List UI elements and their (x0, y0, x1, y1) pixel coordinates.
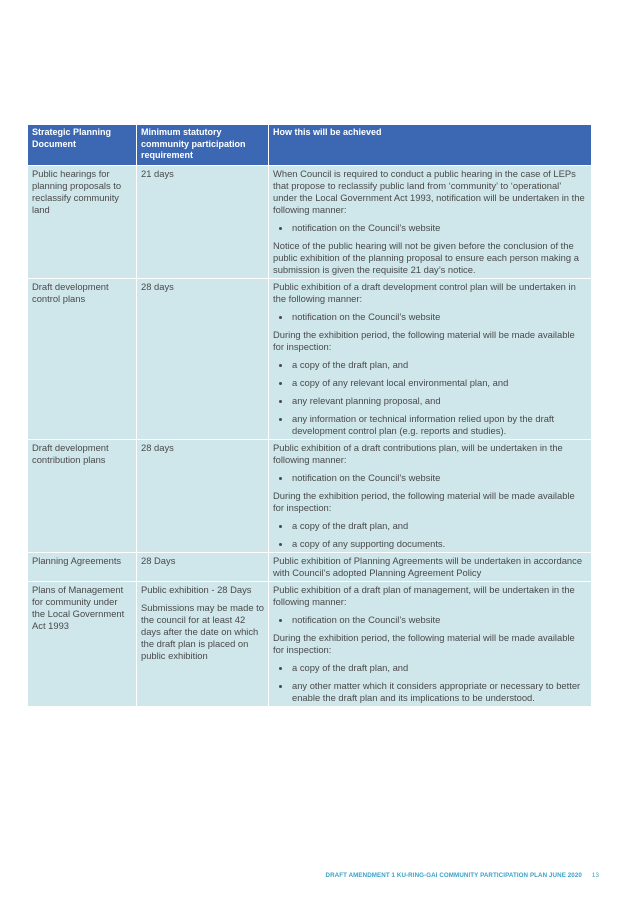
list-item: • a copy of the draft plan, and (291, 520, 587, 532)
document-cell: Draft development contribution plans (28, 439, 137, 552)
how-achieved-cell (269, 439, 592, 552)
paragraph: Public exhibition of Planning Agreements will be undertaken in accordance with Council’s adopted Planning Agreement Policy (273, 554, 583, 578)
table-header-row (28, 125, 592, 166)
page-number: 13 (591, 872, 599, 879)
table-row (28, 552, 592, 581)
header-requirement: Minimum statutory community participation requirement (137, 125, 269, 166)
paragraph: Public exhibition of a draft plan of management, will be undertaken in the following manner: (273, 583, 575, 607)
how-achieved-cell (269, 278, 592, 439)
paragraph: Public exhibition of a draft development control plan will be undertaken in the following manner: (273, 280, 576, 304)
bullet-list (273, 520, 587, 550)
bullet-list (273, 472, 587, 484)
bullet-list (273, 359, 587, 437)
requirement-text: 21 days (141, 167, 174, 179)
paragraph: During the exhibition period, the following material will be made available for inspection: (273, 328, 575, 352)
document-cell: Draft development control plans (28, 278, 137, 439)
bullet-list (273, 222, 587, 234)
list-item: • a copy of any relevant local environmental plan, and (291, 377, 587, 389)
requirement-cell (137, 552, 269, 581)
participation-table (27, 124, 592, 707)
requirement-text: Public exhibition - 28 Days (141, 583, 252, 595)
list-item: • notification on the Council’s website (291, 311, 587, 323)
requirement-text: 28 days (141, 280, 174, 292)
list-item: • notification on the Council’s website (291, 472, 587, 484)
page-footer (326, 872, 599, 879)
list-item: • any other matter which it considers appropriate or necessary to better enable the draft plan and its implications to be understood. (291, 680, 587, 704)
paragraph: Public exhibition of a draft contributions plan, will be undertaken in the following manner: (273, 441, 563, 465)
paragraph: During the exhibition period, the following material will be made available for inspection: (273, 489, 575, 513)
header-how-achieved: How this will be achieved (269, 125, 592, 166)
paragraph: During the exhibition period, the following material will be made available for inspection: (273, 631, 575, 655)
table-row (28, 165, 592, 278)
list-item: • a copy of any supporting documents. (291, 538, 587, 550)
list-item: • a copy of the draft plan, and (291, 359, 587, 371)
table-row (28, 278, 592, 439)
how-achieved-cell (269, 552, 592, 581)
requirement-cell (137, 278, 269, 439)
requirement-cell (137, 439, 269, 552)
bullet-list (273, 662, 587, 704)
how-achieved-cell (269, 581, 592, 706)
table-body (28, 165, 592, 706)
list-item: • notification on the Council’s website (291, 614, 587, 626)
footer-title: DRAFT AMENDMENT 1 KU-RING-GAI COMMUNITY PARTICIPATION PLAN JUNE 2020 (325, 872, 582, 879)
bullet-list (273, 311, 587, 323)
paragraph: When Council is required to conduct a public hearing in the case of LEPs that propose to reclassify public land from ‘community’ to ‘operational’ under the Local Government Act 1993, notification will be undertaken in the following manner: (273, 167, 585, 215)
document-cell: Public hearings for planning proposals to reclassify community land (28, 165, 137, 278)
document-cell: Plans of Management for community under the Local Government Act 1993 (28, 581, 137, 706)
list-item: • a copy of the draft plan, and (291, 662, 587, 674)
requirement-cell (137, 581, 269, 706)
requirement-text: Submissions may be made to the council for at least 42 days after the date on which the draft plan is placed on public exhibition (141, 601, 264, 661)
requirement-text: 28 days (141, 441, 174, 453)
paragraph: Notice of the public hearing will not be given before the conclusion of the public exhibition of the planning proposal to ensure each person making a submission is given the requisite 21 day’s notice. (273, 239, 579, 275)
list-item: • notification on the Council’s website (291, 222, 587, 234)
how-achieved-cell (269, 165, 592, 278)
list-item: • any relevant planning proposal, and (291, 395, 587, 407)
table-row (28, 439, 592, 552)
header-document: Strategic Planning Document (28, 125, 137, 166)
document-cell: Planning Agreements (28, 552, 137, 581)
requirement-cell (137, 165, 269, 278)
requirement-text: 28 Days (141, 554, 176, 566)
bullet-list (273, 614, 587, 626)
table-row (28, 581, 592, 706)
list-item: • any information or technical information relied upon by the draft development control plan (e.g. reports and studies). (291, 413, 587, 437)
